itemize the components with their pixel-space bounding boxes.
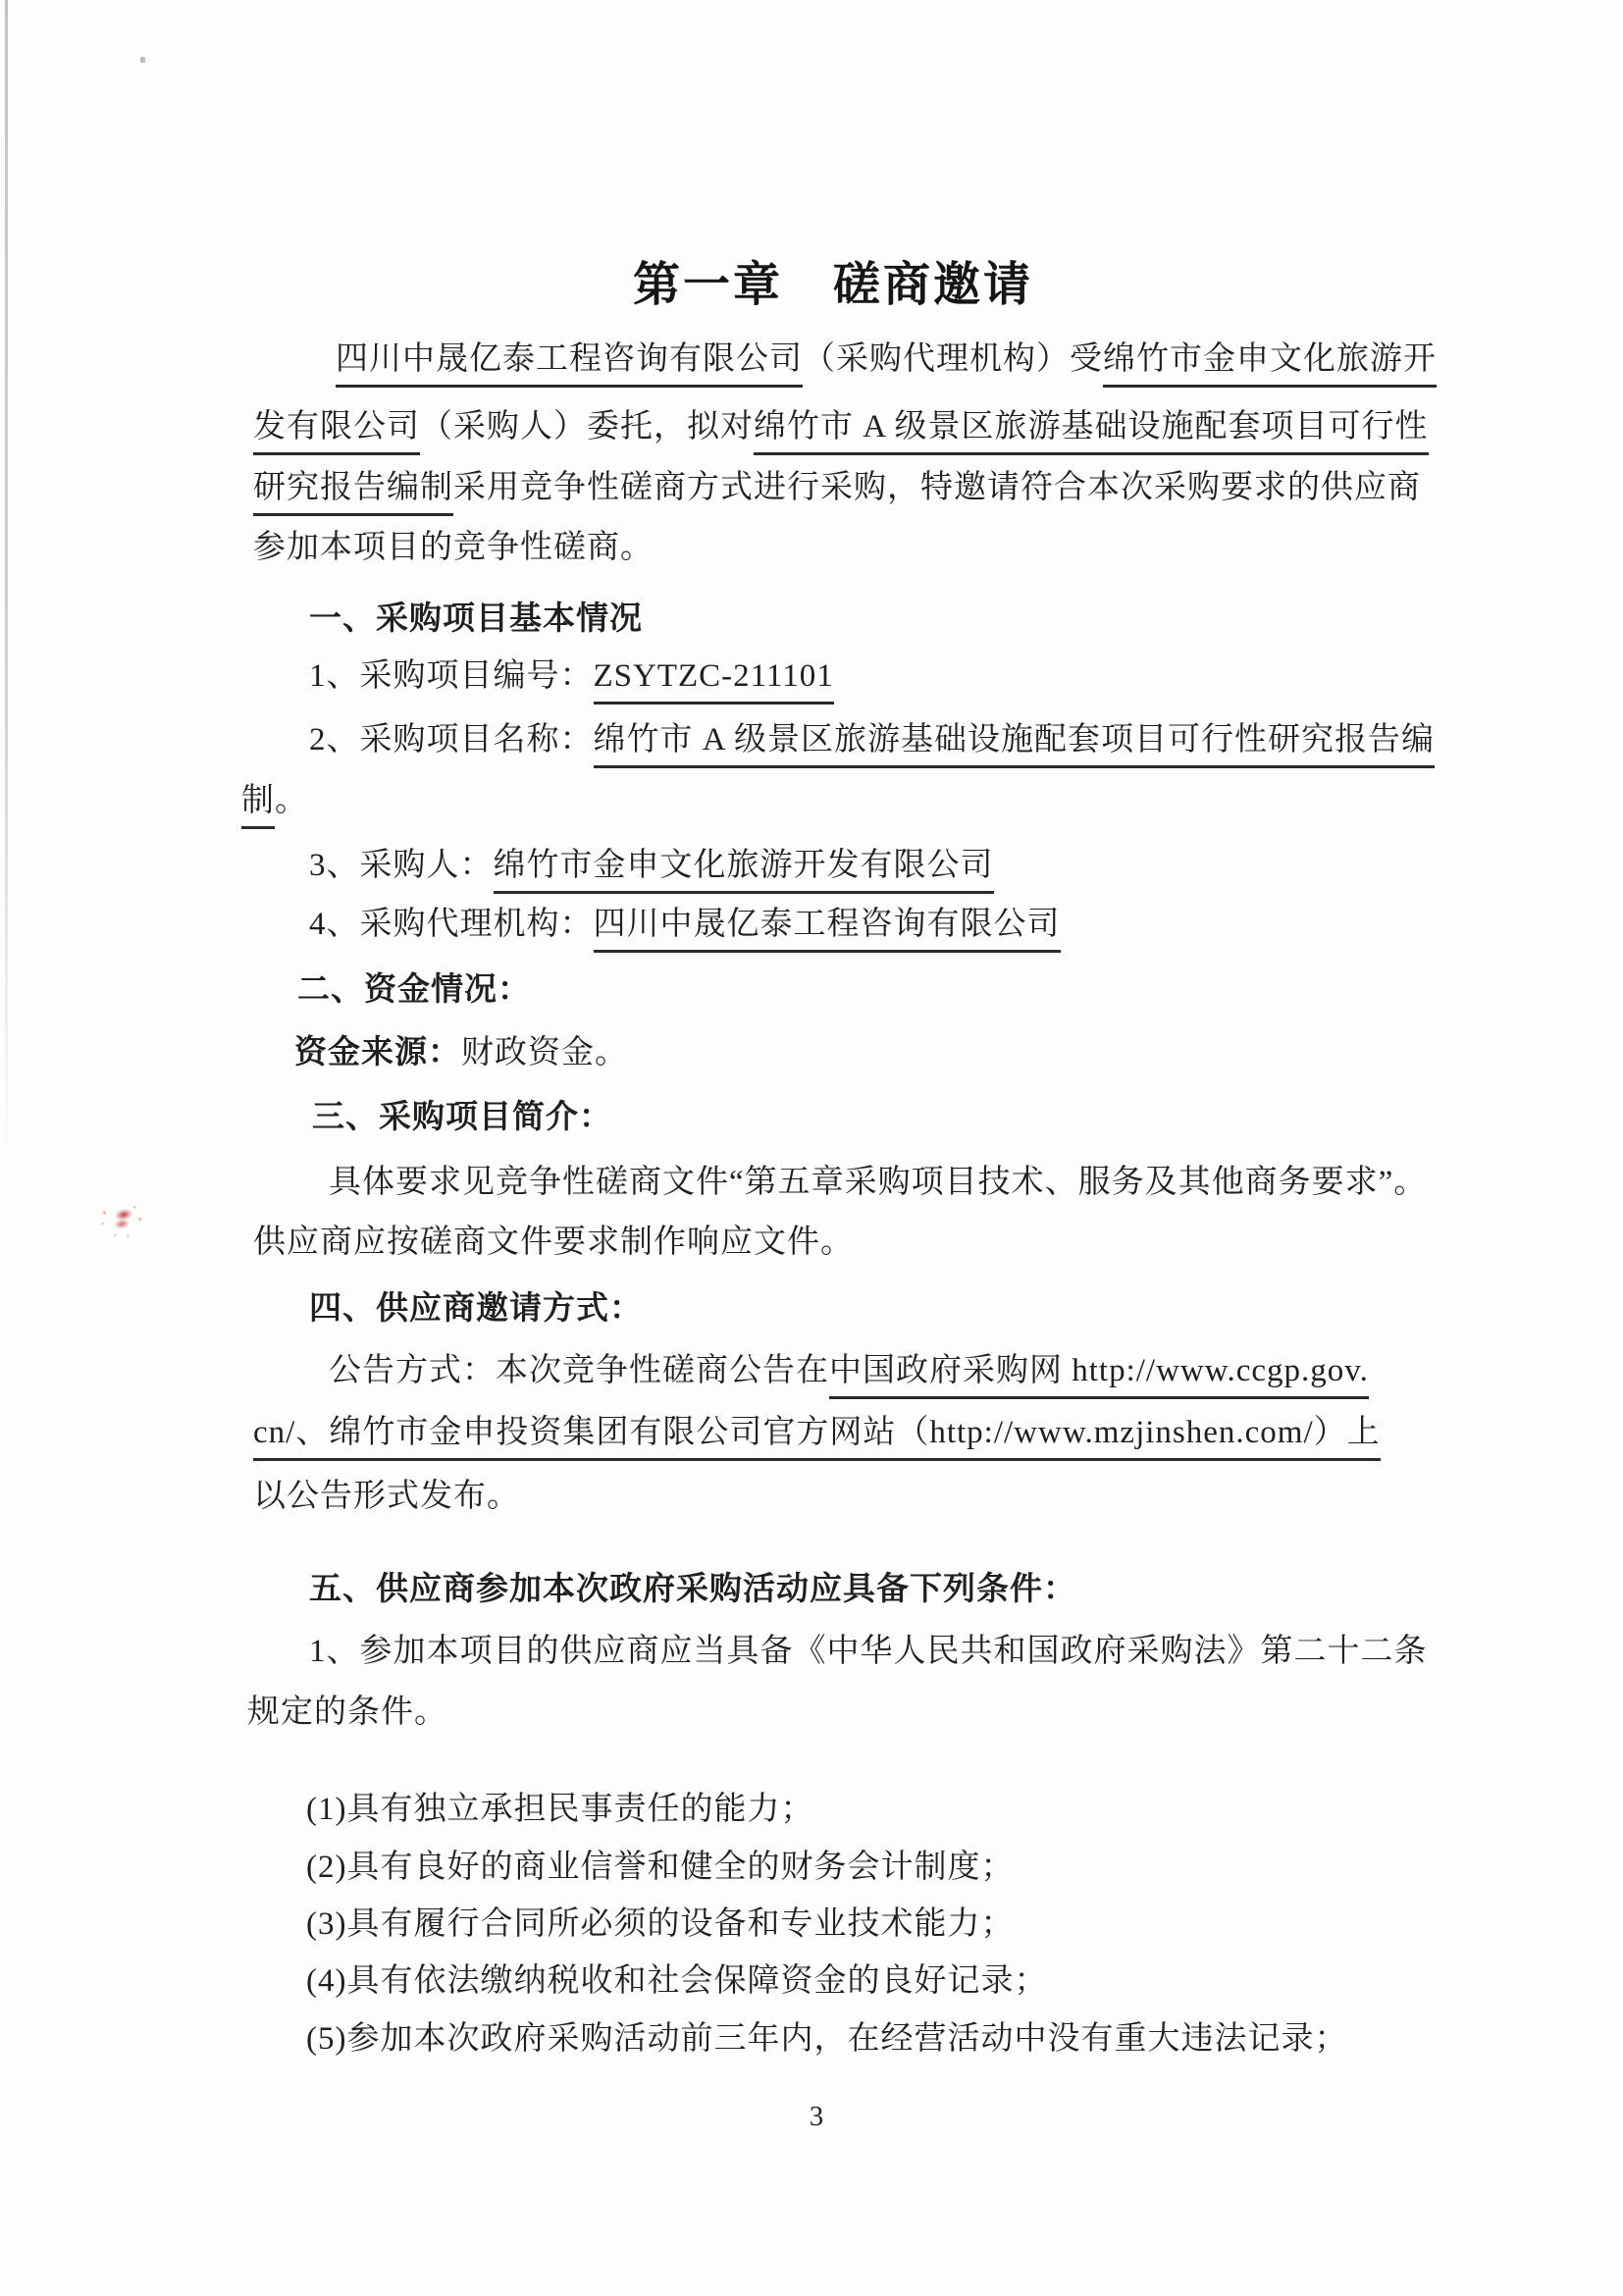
text-segment: 四川中晟亿泰工程咨询有限公司 — [336, 341, 803, 388]
condition-item-4 — [306, 1963, 1047, 2001]
text-segment: 绵竹市 A 级景区旅游基础设施配套项目可行性 — [754, 409, 1429, 455]
text-segment: (4)具有依法缴纳税收和社会保障资金的良好记录； — [306, 1963, 1048, 1999]
intro-line-2 — [253, 409, 1429, 455]
text-segment: 四川中晟亿泰工程咨询有限公司 — [594, 907, 1061, 953]
condition-item-5 — [306, 2021, 1347, 2059]
text-segment: 中国政府采购网 http://www.ccgp.gov. — [829, 1353, 1369, 1399]
project-brief-line-2 — [253, 1225, 854, 1262]
item-project-number — [309, 658, 834, 704]
text-segment: 绵竹市金申文化旅游开 — [1103, 341, 1437, 388]
announcement-line-3 — [253, 1479, 520, 1516]
text-segment: 绵竹市金申文化旅游开发有限公司 — [494, 848, 994, 894]
text-segment: 以公告形式发布。 — [253, 1479, 520, 1514]
text-segment: 供应商应按磋商文件要求制作响应文件。 — [253, 1225, 854, 1260]
text-segment: (1)具有独立承担民事责任的能力； — [306, 1792, 814, 1827]
text-segment: 财政资金。 — [461, 1035, 628, 1070]
section-5-heading — [309, 1570, 1076, 1609]
red-ink-stamp-smudge — [93, 1192, 150, 1244]
text-segment: 二、资金情况： — [297, 970, 531, 1007]
item-procurement-agency — [309, 907, 1061, 953]
text-segment: 3、采购人： — [309, 848, 494, 883]
section-4-heading — [309, 1289, 643, 1329]
text-segment: 研究报告编制 — [253, 470, 453, 516]
chapter-title: 第一章 磋商邀请 — [632, 259, 1034, 311]
text-segment: 发有限公司 — [253, 409, 420, 455]
section-2-heading — [297, 970, 531, 1010]
intro-line-4 — [253, 530, 654, 567]
text-segment: 四、供应商邀请方式： — [309, 1289, 643, 1326]
announcement-line-1 — [329, 1353, 1369, 1399]
announcement-line-2 — [253, 1415, 1381, 1461]
text-segment: 参加本项目的竞争性磋商。 — [253, 530, 654, 565]
text-segment: 具体要求见竞争性磋商文件“第五章采购项目技术、服务及其他商务要求”。 — [329, 1165, 1428, 1200]
text-segment: cn/、绵竹市金申投资集团有限公司官方网站（http://www.mzjinshen.com/）上 — [253, 1415, 1381, 1461]
text-segment: （采购人）委托，拟对 — [420, 409, 754, 444]
section-1-heading — [309, 600, 643, 639]
condition-item-2 — [306, 1850, 1014, 1887]
text-segment: 采用竞争性磋商方式进行采购，特邀请符合本次采购要求的供应商 — [453, 470, 1421, 505]
text-segment: 制 — [241, 783, 275, 829]
text-segment: 五、供应商参加本次政府采购活动应具备下列条件： — [309, 1570, 1076, 1606]
text-segment: 1、参加本项目的供应商应当具备《中华人民共和国政府采购法》第二十二条 — [309, 1634, 1428, 1669]
text-segment: 三、采购项目简介： — [312, 1098, 612, 1134]
text-segment: 2、采购项目名称： — [309, 722, 594, 757]
text-segment: (5)参加本次政府采购活动前三年内，在经营活动中没有重大违法记录； — [306, 2021, 1348, 2057]
text-segment: 绵竹市 A 级景区旅游基础设施配套项目可行性研究报告编 — [594, 722, 1436, 768]
text-segment: 。 — [275, 783, 308, 818]
text-segment: 1、采购项目编号： — [309, 658, 594, 694]
intro-line-3 — [253, 470, 1421, 516]
qualification-line-2 — [247, 1695, 447, 1732]
project-brief-line-1 — [329, 1165, 1427, 1202]
item-project-name — [309, 722, 1435, 768]
funding-source-line — [294, 1033, 628, 1072]
text-segment: (3)具有履行合同所必须的设备和专业技术能力； — [306, 1906, 1015, 1942]
section-3-heading — [312, 1098, 612, 1137]
text-segment: 公告方式：本次竞争性磋商公告在 — [329, 1353, 829, 1388]
condition-item-3 — [306, 1906, 1014, 1944]
page-number: 3 — [809, 2101, 824, 2132]
text-segment: (2)具有良好的商业信誉和健全的财务会计制度； — [306, 1850, 1015, 1885]
text-segment: 资金来源： — [294, 1033, 461, 1070]
scan-speck — [140, 57, 145, 63]
intro-line-1 — [336, 341, 1437, 388]
scanner-edge-artifact — [5, 0, 8, 1168]
text-segment: 规定的条件。 — [247, 1695, 447, 1730]
text-segment: ZSYTZC-211101 — [594, 658, 834, 704]
text-segment: 4、采购代理机构： — [309, 907, 594, 942]
qualification-line-1 — [309, 1634, 1428, 1671]
item-purchaser — [309, 848, 994, 894]
text-segment: 一、采购项目基本情况 — [309, 600, 643, 636]
item-project-name-wrap — [241, 783, 308, 829]
condition-item-1 — [306, 1792, 813, 1829]
text-segment: （采购代理机构）受 — [803, 341, 1103, 377]
